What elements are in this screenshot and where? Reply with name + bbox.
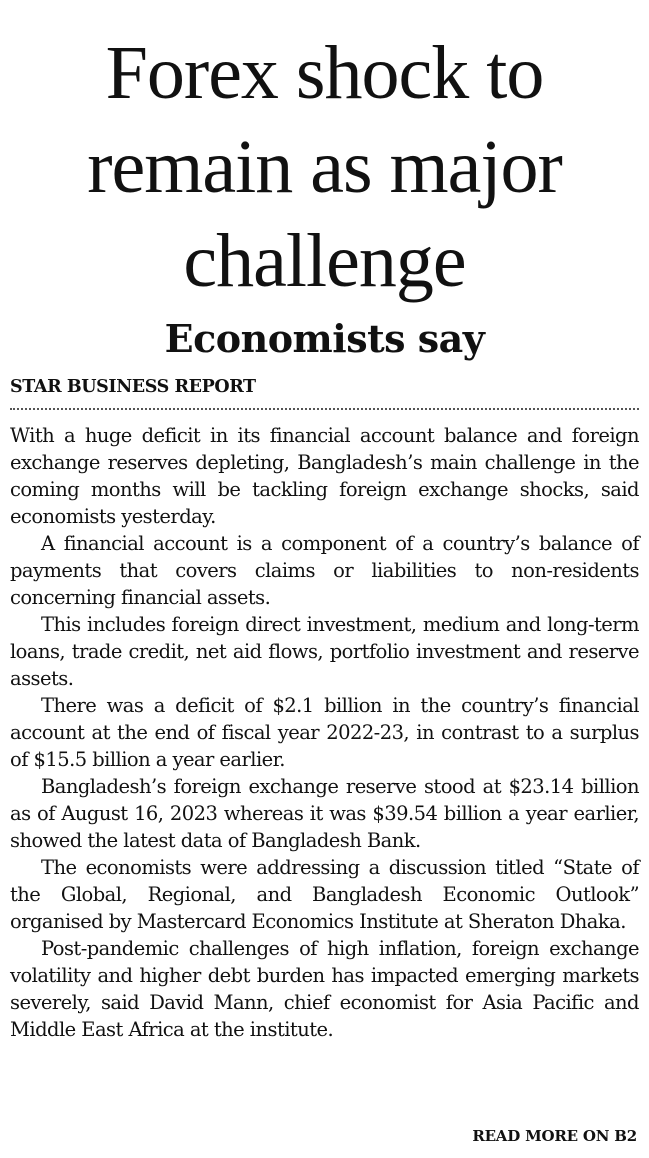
headline xyxy=(10,0,639,308)
read-more-link[interactable]: READ MORE ON B2 xyxy=(472,1127,637,1145)
paragraph-5: Bangladesh’s foreign exchange reserve stood at $23.14 billion as of August 16, 2023 whereas it was $39.54 billion a year earlier, showed the latest data of Bangladesh Bank. xyxy=(10,775,639,852)
paragraph-3: This includes foreign direct investment, medium and long-term loans, trade credit, net aid flows, portfolio investment and reserve assets. xyxy=(10,613,639,690)
headline-line-1: Forex shock to xyxy=(105,31,544,115)
dotted-divider xyxy=(10,408,639,410)
paragraph-1: With a huge deficit in its financial account balance and foreign exchange reserves depleting, Bangladesh’s main challenge in the coming months will be tackling foreign exchange shocks, said economists yesterday. xyxy=(10,424,639,528)
article-body xyxy=(10,422,639,1043)
headline-line-3: challenge xyxy=(183,219,466,303)
paragraph-2: A financial account is a component of a country’s balance of payments that covers claims or liabilities to non-residents concerning financial assets. xyxy=(10,532,639,609)
headline-line-2: remain as major xyxy=(87,125,562,209)
paragraph-6: The economists were addressing a discussion titled “State of the Global, Regional, and Bangladesh Economic Outlook” organised by Mastercard Economics Institute at Sheraton Dhaka. xyxy=(10,856,639,933)
paragraph-4: There was a deficit of $2.1 billion in the country’s financial account at the end of fiscal year 2022-23, in contrast to a surplus of $15.5 billion a year earlier. xyxy=(10,694,639,771)
byline: STAR BUSINESS REPORT xyxy=(10,377,256,397)
paragraph-7: Post-pandemic challenges of high inflation, foreign exchange volatility and higher debt burden has impacted emerging markets severely, said David Mann, chief economist for Asia Pacific and Middle East Africa at the institute. xyxy=(10,937,639,1041)
subheadline: Economists say xyxy=(164,316,485,361)
